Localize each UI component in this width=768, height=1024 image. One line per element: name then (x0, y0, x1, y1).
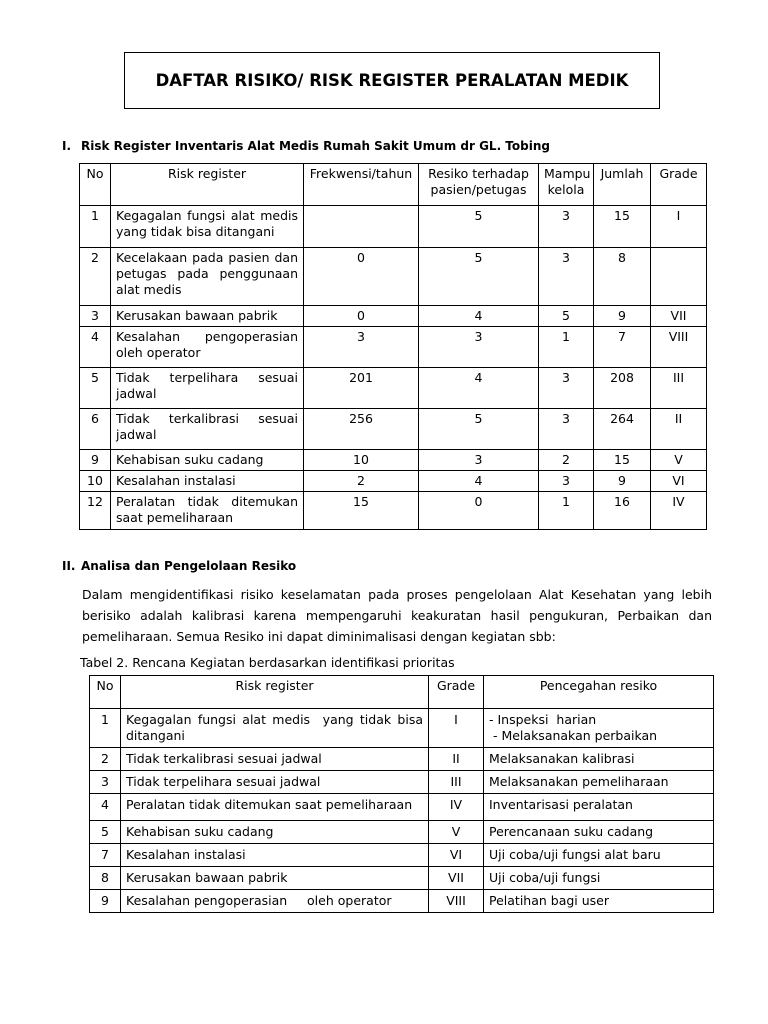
cell-no: 3 (90, 771, 121, 794)
activity-plan-table (89, 675, 714, 913)
analysis-paragraph: Dalam mengidentifikasi risiko keselamatan pada proses pengelolaan Alat Kesehatan yang lebih berisiko adalah kalibrasi karena mempengaruhi keakuratan hasil pengukuran, Perbaikan dan pemeliharaan. Semua Resiko ini dapat diminimalisasi dengan kegiatan sbb: (82, 587, 712, 644)
table-row (80, 450, 707, 471)
cell-grade: III (429, 771, 484, 794)
cell-grade: I (429, 709, 484, 748)
cell-freq: 0 (304, 248, 419, 306)
risk-line: Kecelakaan pada pasien dan (116, 250, 298, 265)
section-1-title: Risk Register Inventaris Alat Medis Rumah Sakit Umum dr GL. Tobing (81, 139, 550, 153)
cell-no: 1 (80, 206, 111, 248)
table-row (80, 471, 707, 492)
cell-risk-register: Tidak terpelihara sesuai jadwal (121, 771, 429, 794)
cell-jumlah: 8 (594, 248, 651, 306)
cell-no: 1 (90, 709, 121, 748)
cell-no: 9 (80, 450, 111, 471)
cell-jumlah: 9 (594, 471, 651, 492)
cell-risiko: 5 (419, 409, 539, 450)
header-no: No (90, 676, 121, 709)
risk-line: Kesalahan pengoperasian (116, 329, 298, 344)
cell-risiko: 3 (419, 327, 539, 368)
cell-risiko: 3 (419, 450, 539, 471)
table-row (90, 890, 714, 913)
cell-risk-register (111, 450, 304, 471)
risk-line: saat pemeliharaan (116, 510, 234, 525)
cell-risiko: 0 (419, 492, 539, 530)
cell-freq: 3 (304, 327, 419, 368)
header-pencegahan: Pencegahan resiko (484, 676, 714, 709)
risk-register-table (79, 163, 707, 530)
cell-risiko: 4 (419, 306, 539, 327)
cell-pencegahan (484, 709, 714, 748)
cell-risk-register (111, 409, 304, 450)
cell-risiko: 4 (419, 471, 539, 492)
cell-jumlah: 16 (594, 492, 651, 530)
cell-freq: 2 (304, 471, 419, 492)
cell-grade: V (651, 450, 707, 471)
cell-jumlah: 7 (594, 327, 651, 368)
cell-risk-register (111, 368, 304, 409)
cell-grade: II (429, 748, 484, 771)
section-2-heading (62, 559, 296, 573)
table-row (90, 748, 714, 771)
prevention-line: Pelatihan bagi user (489, 893, 610, 908)
risk-line: Kehabisan suku cadang (116, 452, 264, 467)
cell-risk-register: Kesalahan pengoperasian oleh operator (121, 890, 429, 913)
cell-mampu: 3 (539, 248, 594, 306)
table-row (90, 844, 714, 867)
cell-jumlah: 15 (594, 206, 651, 248)
header-mampu-kelola: Mampu kelola (539, 164, 594, 206)
cell-freq (304, 206, 419, 248)
cell-freq: 10 (304, 450, 419, 471)
cell-mampu: 3 (539, 206, 594, 248)
header-risk-register: Risk register (121, 676, 429, 709)
cell-mampu: 5 (539, 306, 594, 327)
cell-pencegahan (484, 771, 714, 794)
cell-no: 12 (80, 492, 111, 530)
cell-risk-register: Kegagalan fungsi alat medis yang tidak bisa ditangani (121, 709, 429, 748)
cell-no: 3 (80, 306, 111, 327)
cell-no: 8 (90, 867, 121, 890)
prevention-line: - Inspeksi harian (489, 712, 597, 727)
cell-grade: V (429, 821, 484, 844)
cell-freq: 15 (304, 492, 419, 530)
table-row (80, 492, 707, 530)
table-row (90, 821, 714, 844)
cell-no: 5 (90, 821, 121, 844)
prevention-line: Inventarisasi peralatan (489, 797, 633, 812)
cell-risk-register: Peralatan tidak ditemukan saat pemeliharaan (121, 794, 429, 821)
cell-risk-register (111, 327, 304, 368)
table-row (80, 327, 707, 368)
cell-risk-register (111, 306, 304, 327)
prevention-line: Uji coba/uji fungsi (489, 870, 601, 885)
cell-no: 10 (80, 471, 111, 492)
cell-risk-register: Kesalahan instalasi (121, 844, 429, 867)
table-row (90, 771, 714, 794)
cell-pencegahan (484, 794, 714, 821)
cell-grade: IV (651, 492, 707, 530)
cell-pencegahan (484, 821, 714, 844)
prevention-line: Perencanaan suku cadang (489, 824, 654, 839)
cell-jumlah: 208 (594, 368, 651, 409)
table-row (80, 248, 707, 306)
risk-line: alat medis (116, 282, 182, 297)
cell-grade: IV (429, 794, 484, 821)
cell-grade: II (651, 409, 707, 450)
table-row (90, 794, 714, 821)
cell-mampu: 2 (539, 450, 594, 471)
cell-risiko: 5 (419, 248, 539, 306)
cell-jumlah: 264 (594, 409, 651, 450)
section-1-number: I. (62, 139, 72, 153)
header-jumlah: Jumlah (594, 164, 651, 206)
cell-mampu: 3 (539, 368, 594, 409)
header-grade: Grade (651, 164, 707, 206)
cell-jumlah: 9 (594, 306, 651, 327)
risk-line: Peralatan tidak ditemukan (116, 494, 298, 509)
risk-line: jadwal (116, 386, 157, 401)
cell-pencegahan (484, 844, 714, 867)
cell-no: 4 (80, 327, 111, 368)
cell-no: 2 (90, 748, 121, 771)
table-header-row (80, 164, 707, 206)
risk-line: Tidak terpelihara sesuai (116, 370, 298, 385)
cell-no: 2 (80, 248, 111, 306)
section-2-title: Analisa dan Pengelolaan Resiko (81, 559, 297, 573)
cell-risk-register (111, 492, 304, 530)
header-frekwensi: Frekwensi/tahun (304, 164, 419, 206)
title-box (124, 52, 660, 109)
risk-line: petugas pada penggunaan (116, 266, 298, 281)
cell-grade (651, 248, 707, 306)
cell-grade: VI (429, 844, 484, 867)
table-row (90, 709, 714, 748)
cell-freq: 256 (304, 409, 419, 450)
risk-line: Kegagalan fungsi alat medis (116, 208, 298, 223)
table-row (90, 867, 714, 890)
cell-no: 7 (90, 844, 121, 867)
cell-risk-register (111, 248, 304, 306)
section-2-number: II. (62, 559, 76, 573)
cell-mampu: 1 (539, 327, 594, 368)
risk-line: oleh operator (116, 345, 201, 360)
cell-risk-register (111, 206, 304, 248)
table-row (80, 206, 707, 248)
cell-grade: VIII (429, 890, 484, 913)
cell-grade: I (651, 206, 707, 248)
risk-line: Kerusakan bawaan pabrik (116, 308, 278, 323)
table-2-caption: Tabel 2. Rencana Kegiatan berdasarkan identifikasi prioritas (80, 655, 455, 670)
table-row (80, 368, 707, 409)
cell-grade: VIII (651, 327, 707, 368)
cell-pencegahan (484, 890, 714, 913)
cell-grade: VI (651, 471, 707, 492)
table-row (80, 306, 707, 327)
cell-pencegahan (484, 867, 714, 890)
cell-risk-register: Kehabisan suku cadang (121, 821, 429, 844)
cell-mampu: 3 (539, 409, 594, 450)
section-1-heading (62, 139, 550, 153)
prevention-line: Melaksanakan kalibrasi (489, 751, 635, 766)
cell-mampu: 3 (539, 471, 594, 492)
cell-no: 5 (80, 368, 111, 409)
risk-line: Kesalahan instalasi (116, 473, 236, 488)
cell-pencegahan (484, 748, 714, 771)
cell-jumlah: 15 (594, 450, 651, 471)
cell-grade: III (651, 368, 707, 409)
cell-no: 9 (90, 890, 121, 913)
table-row (80, 409, 707, 450)
cell-risk-register: Tidak terkalibrasi sesuai jadwal (121, 748, 429, 771)
cell-risk-register (111, 471, 304, 492)
cell-freq: 201 (304, 368, 419, 409)
risk-line: Tidak terkalibrasi sesuai (116, 411, 298, 426)
header-no: No (80, 164, 111, 206)
prevention-line: Uji coba/uji fungsi alat baru (489, 847, 661, 862)
risk-line: yang tidak bisa ditangani (116, 224, 275, 239)
prevention-line: - Melaksanakan perbaikan (489, 728, 658, 743)
header-grade: Grade (429, 676, 484, 709)
page-title: DAFTAR RISIKO/ RISK REGISTER PERALATAN MEDIK (155, 71, 629, 90)
prevention-line: Melaksanakan pemeliharaan (489, 774, 669, 789)
cell-grade: VII (429, 867, 484, 890)
cell-mampu: 1 (539, 492, 594, 530)
cell-no: 4 (90, 794, 121, 821)
header-resiko: Resiko terhadap pasien/petugas (419, 164, 539, 206)
cell-risk-register: Kerusakan bawaan pabrik (121, 867, 429, 890)
risk-line: jadwal (116, 427, 157, 442)
table-header-row (90, 676, 714, 709)
cell-freq: 0 (304, 306, 419, 327)
cell-grade: VII (651, 306, 707, 327)
cell-no: 6 (80, 409, 111, 450)
cell-risiko: 4 (419, 368, 539, 409)
header-risk-register: Risk register (111, 164, 304, 206)
cell-risiko: 5 (419, 206, 539, 248)
